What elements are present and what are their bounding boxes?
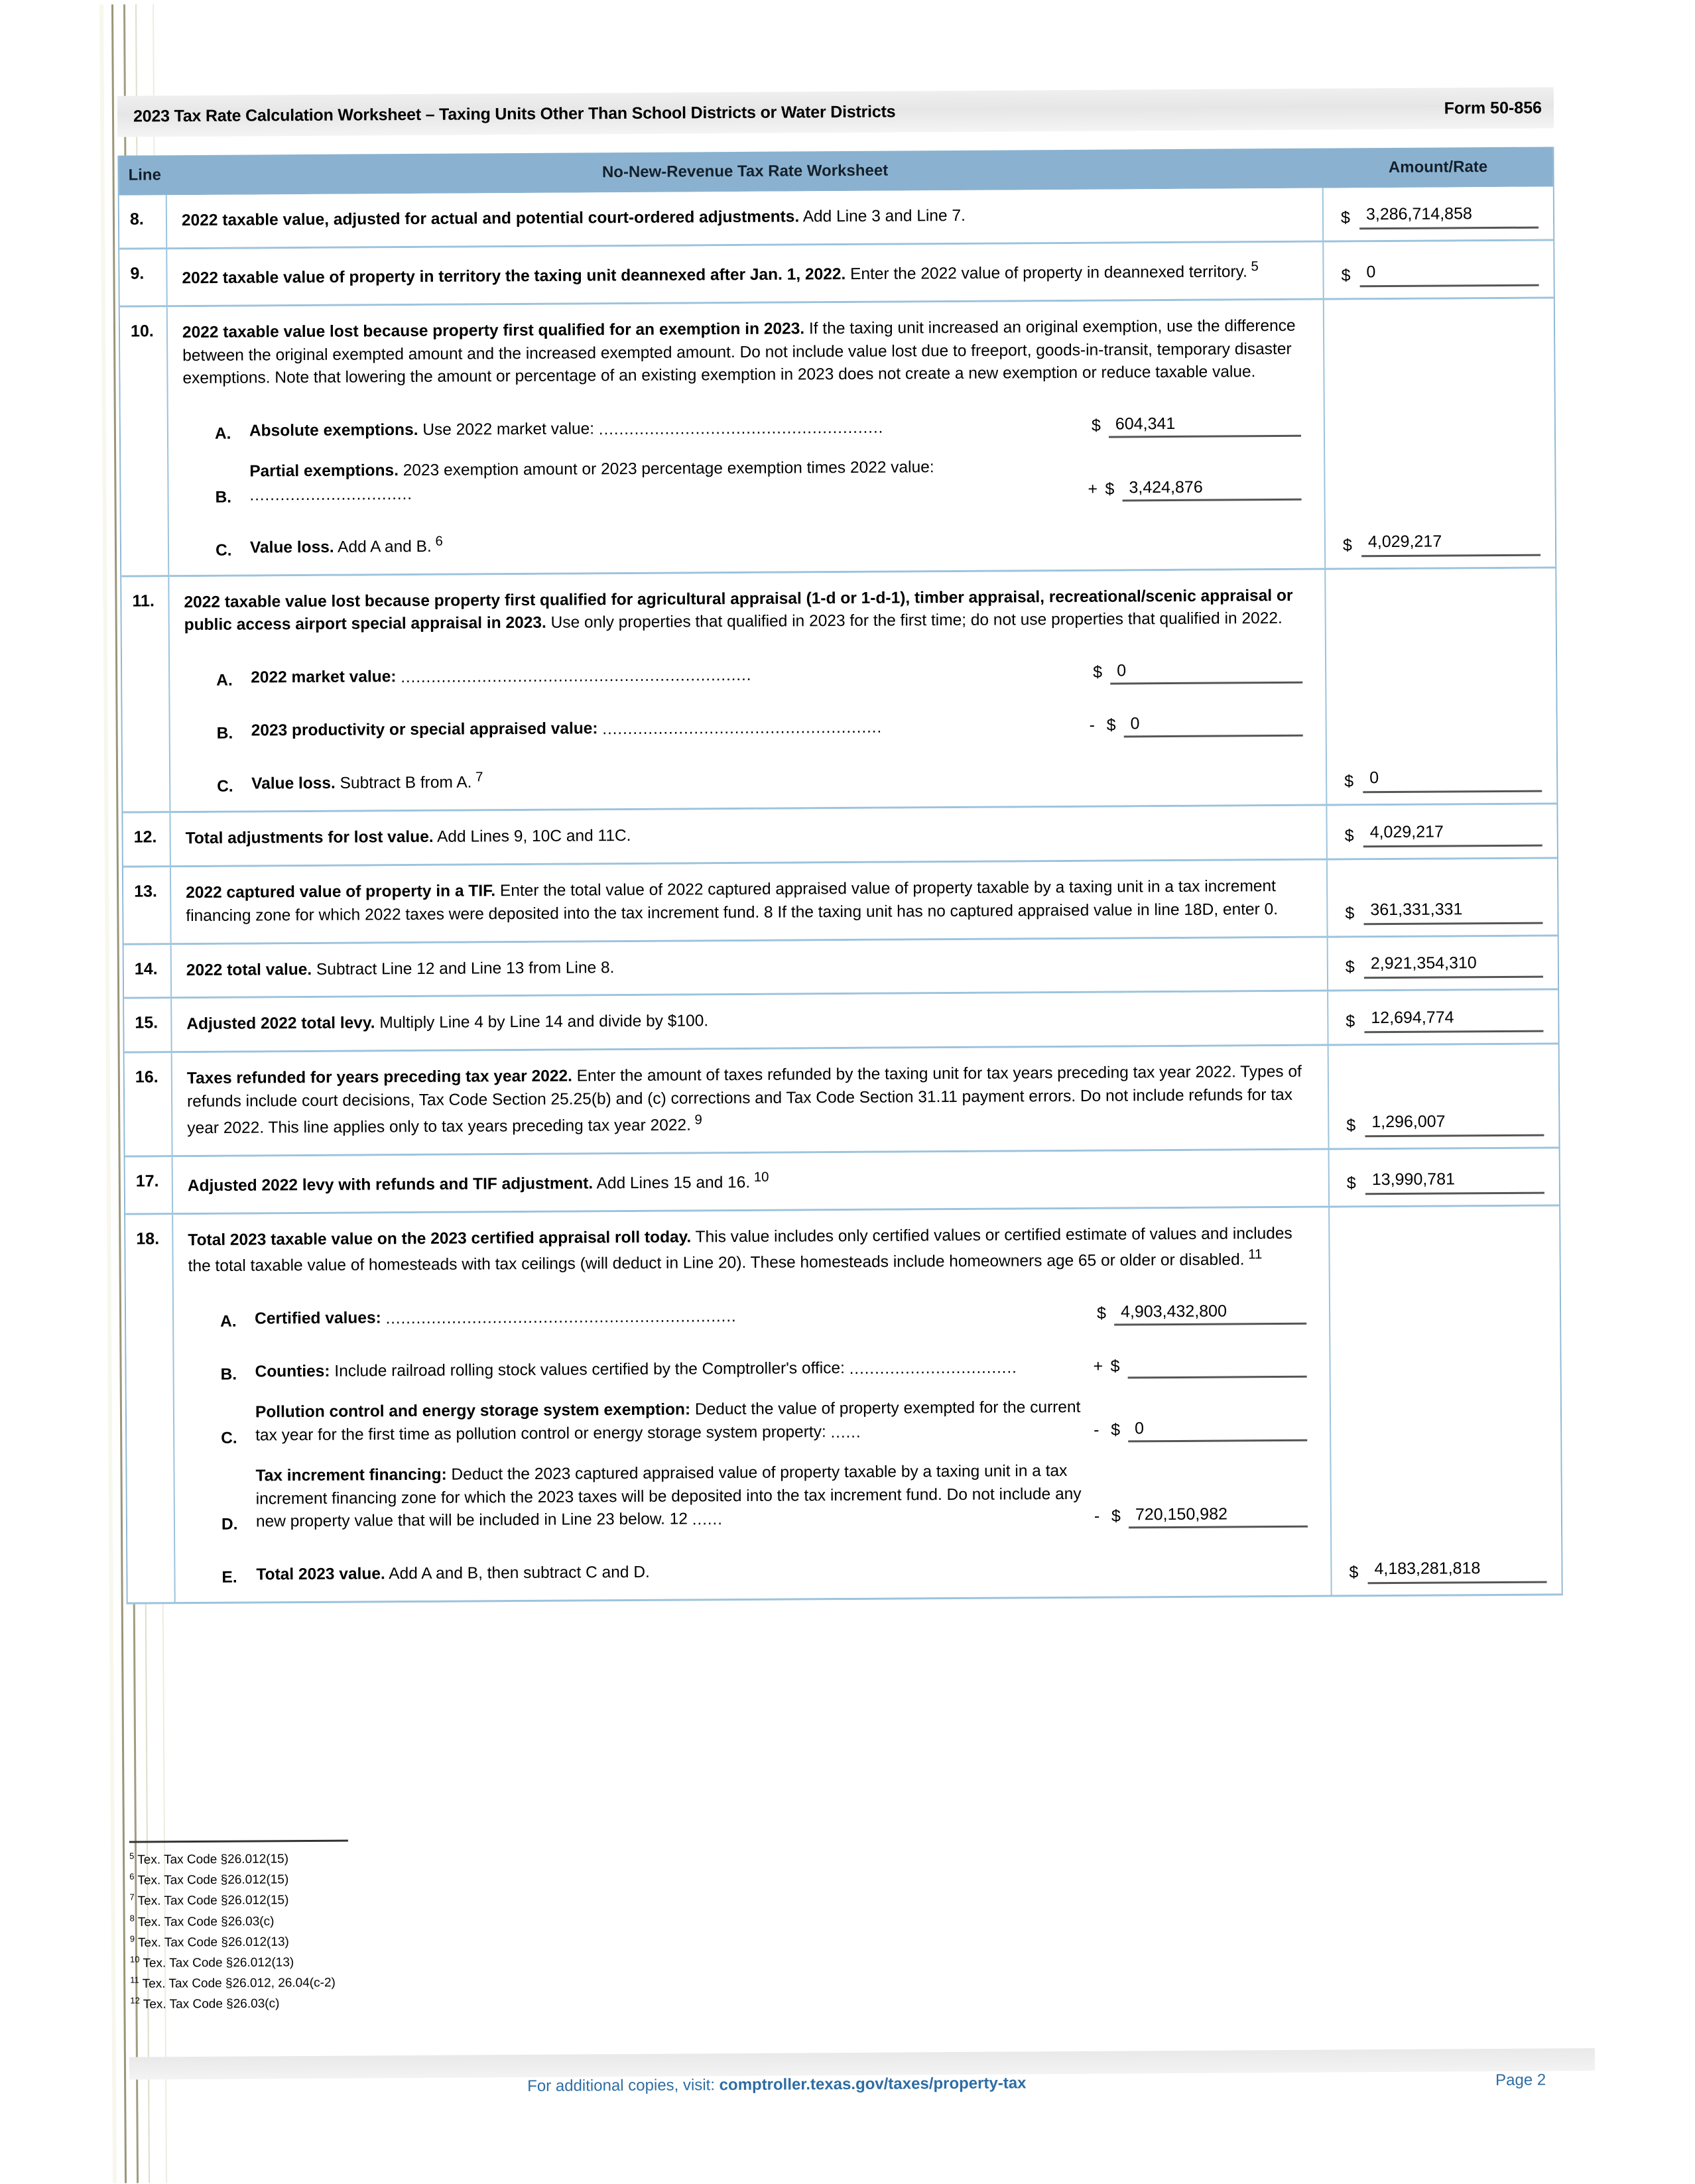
footnote-marker: 6: [129, 1871, 135, 1882]
amount-value: 4,903,432,800: [1120, 1302, 1227, 1321]
sub-item-text: [255, 1460, 1088, 1534]
footnote-marker: 11: [1244, 1247, 1263, 1262]
footnote-marker: 11: [130, 1974, 139, 1985]
amount-value: 720,150,982: [1135, 1504, 1228, 1524]
sub-item-label-bold: Absolute exemptions.: [249, 421, 418, 440]
line-description: [173, 1207, 1332, 1602]
line-number: 14.: [124, 945, 172, 997]
amount-field[interactable]: [1346, 949, 1543, 979]
sub-item: [190, 1545, 1313, 1587]
line-number: 8.: [119, 195, 167, 247]
line-number: 18.: [125, 1215, 176, 1603]
sub-item-amount-spacer: [1088, 517, 1307, 554]
amount-field[interactable]: [1347, 1165, 1544, 1195]
dollar-sign: $: [1344, 826, 1354, 845]
amount-value: 0: [1130, 714, 1140, 733]
amount-underline: [1359, 257, 1538, 287]
footnote-marker: 7: [129, 1892, 135, 1903]
page-top-shadow: [0, 0, 1688, 23]
line-description: [168, 300, 1326, 575]
line-number: 13.: [123, 867, 172, 943]
leader-dots: ......: [830, 1423, 861, 1441]
leader-dots: ................................: [249, 485, 412, 505]
dollar-sign: $: [1106, 715, 1116, 735]
sub-item-amount-field[interactable]: [1093, 1289, 1312, 1326]
footnote-item: $^5$ Tex. Tax Code §26.012(15): [129, 1850, 289, 1867]
amount-field[interactable]: [1344, 764, 1542, 794]
sub-item: [183, 454, 1306, 507]
line-label-bold: Taxes refunded for years preceding tax year 2022.: [186, 1067, 572, 1088]
footnote-marker: 5: [1247, 259, 1259, 274]
sub-item-paragraph: Tax increment financing: Deduct the 2023 captured appraised value of property taxable by a taxing unit in a tax increment financing zone for which the 2023 taxes will be deposited into the tax increment fund. Do not include any new property value that will be included in Line 23 below. 12 ......: [255, 1461, 1082, 1531]
sub-item-paragraph: Value loss. Subtract B from A. $^7$: [251, 770, 483, 793]
dollar-sign: $: [1093, 662, 1103, 682]
dollar-sign: $: [1344, 772, 1354, 791]
line-label-bold: Total adjustments for lost value.: [185, 827, 434, 848]
sub-item-label-bold: Certified values:: [255, 1309, 381, 1328]
sign-symbol: +: [1088, 479, 1098, 499]
sign-symbol: -: [1089, 715, 1096, 735]
sub-item-letter: B.: [215, 488, 232, 507]
amount-underline: [1364, 1004, 1543, 1034]
line-number: 11.: [121, 577, 170, 812]
sign-symbol: -: [1094, 1420, 1099, 1439]
footnote-marker: 12: [130, 1995, 140, 2006]
amount-underline: [1363, 764, 1542, 794]
line-label-bold: 2022 total value.: [186, 960, 312, 979]
sub-item: [188, 1342, 1312, 1384]
sub-item-amount-field[interactable]: [1088, 464, 1306, 501]
line-description: [167, 242, 1324, 305]
amount-underline: [1127, 1345, 1306, 1379]
sub-item-amount-field[interactable]: [1094, 1492, 1313, 1529]
footnote-marker: 6: [431, 534, 443, 549]
amount-underline: [1359, 200, 1538, 229]
amount-field[interactable]: [1345, 818, 1542, 848]
footnote-marker: 8: [129, 1913, 135, 1923]
amount-underline: [1367, 1555, 1546, 1585]
sub-item-letter: B.: [216, 724, 233, 743]
table-row: [123, 805, 1556, 868]
line-amount-cell: [1330, 1206, 1562, 1595]
amount-value: 4,029,217: [1367, 532, 1442, 551]
table-row: [125, 1045, 1559, 1158]
leader-dots: ........................................................: [598, 418, 884, 439]
sub-item-letter: A.: [220, 1312, 237, 1331]
sub-item: [184, 517, 1307, 560]
footnotes-block: [129, 1837, 727, 2015]
sub-item-text: [249, 415, 1081, 443]
leader-dots: .......................................................: [602, 718, 883, 739]
sub-item: [185, 754, 1308, 796]
line-amount-cell: [1324, 298, 1555, 568]
line-description: [173, 1150, 1330, 1213]
line-number: 15.: [124, 999, 172, 1052]
amount-value: 0: [1366, 262, 1376, 281]
sub-item-letter: A.: [214, 424, 231, 443]
sub-item-text: [251, 662, 1082, 690]
sign-symbol: +: [1093, 1357, 1103, 1376]
amount-value: 1,296,007: [1371, 1112, 1446, 1131]
sub-item-label-bold: 2022 market value:: [251, 668, 397, 687]
sub-item: [184, 648, 1308, 690]
footnote-item: $^{10}$ Tex. Tax Code §26.012(13): [129, 1954, 294, 1971]
dollar-sign: $: [1340, 208, 1350, 227]
sub-item-letter: C.: [215, 541, 232, 560]
footnote-marker: 9: [129, 1933, 135, 1944]
line-description: [172, 938, 1328, 997]
sub-item: [189, 1395, 1312, 1448]
sub-item-letter: E.: [221, 1568, 237, 1587]
amount-value: 0: [1369, 768, 1379, 788]
line-description: [172, 992, 1328, 1051]
line-amount-cell: [1330, 1148, 1560, 1205]
amount-value: 0: [1117, 661, 1127, 680]
amount-underline: [1110, 651, 1302, 685]
line-text: Total adjustments for lost value. Add Lines 9, 10C and 11C.: [185, 827, 631, 848]
line-label-bold: Total 2023 taxable value on the 2023 certified appraisal roll today.: [188, 1227, 692, 1249]
table-row: [124, 936, 1558, 999]
amount-value: 361,331,331: [1370, 899, 1463, 919]
amount-value: 0: [1135, 1419, 1145, 1438]
footnote-separator-rule: [129, 1840, 348, 1843]
dollar-sign: $: [1345, 903, 1355, 922]
line-amount-cell: [1324, 241, 1554, 298]
table-row: [120, 298, 1555, 577]
column-header-line: Line: [128, 166, 161, 184]
sub-item-amount-field[interactable]: [1089, 701, 1308, 738]
dollar-sign: $: [1346, 1012, 1355, 1031]
footnote-marker: 10: [129, 1954, 140, 1965]
sub-item-text: [251, 715, 1083, 743]
sub-item-letter: D.: [221, 1515, 238, 1534]
form-number: Form 50-856: [1444, 98, 1542, 117]
line-amount-cell: [1324, 186, 1553, 240]
line-label-bold: 2022 taxable value lost because property first qualified for agricultural appraisal (1-d or 1-d-1), timber appraisal, recreational/scenic appraisal or public access airport special appraisal in 2023.: [184, 586, 1293, 635]
line-amount-cell: [1326, 568, 1556, 804]
amount-field[interactable]: [1341, 200, 1538, 229]
line-amount-cell: [1328, 936, 1558, 990]
line-number: 10.: [120, 307, 169, 575]
sub-item-paragraph: Counties: Include railroad rolling stock values certified by the Comptroller's office: .................................: [255, 1356, 1086, 1384]
sub-item-label-bold: Value loss.: [251, 774, 336, 793]
footnote-item: $^6$ Tex. Tax Code §26.012(15): [129, 1871, 289, 1888]
amount-underline: [1365, 1165, 1544, 1195]
line-text: 2022 taxable value lost because property first qualified for agricultural appraisal (1-d or 1-d-1), timber appraisal, recreational/scenic appraisal or public access airport special appraisal in 2023. Use only properties that qualified in 2023 for the first time; do not use properties that qualified in 2022.: [184, 586, 1293, 635]
sub-item-amount-field[interactable]: [1089, 648, 1308, 685]
sub-item-label-bold: Pollution control and energy storage system exemption:: [255, 1400, 691, 1422]
sub-item-amount-field[interactable]: [1088, 401, 1306, 438]
sub-item-label-bold: Counties:: [255, 1363, 330, 1381]
sub-item-text: [255, 1303, 1086, 1331]
sub-item: [183, 401, 1306, 444]
line-text: 2022 taxable value, adjusted for actual and potential court-ordered adjustments. Add Line 3 and Line 7.: [181, 206, 966, 230]
dollar-sign: $: [1345, 957, 1355, 977]
line-number: 9.: [119, 249, 168, 305]
sub-item-label-bold: Tax increment financing:: [255, 1465, 447, 1485]
amount-underline: [1363, 895, 1542, 925]
line-amount-cell: [1328, 859, 1558, 936]
line-description: [169, 570, 1327, 811]
sub-item-letter: A.: [216, 671, 233, 690]
amount-value: 4,029,217: [1369, 822, 1444, 842]
dollar-sign: $: [1110, 1357, 1120, 1376]
line-number: 16.: [125, 1053, 173, 1155]
line-text: 2022 total value. Subtract Line 12 and Line 13 from Line 8.: [186, 958, 615, 979]
leader-dots: ......: [692, 1510, 723, 1529]
line-text: Adjusted 2022 total levy. Multiply Line 4 by Line 14 and divide by $100.: [186, 1012, 709, 1034]
footnote-marker: 10: [750, 1170, 769, 1185]
amount-underline: [1128, 1409, 1307, 1443]
leader-dots: .....................................................................: [385, 1307, 737, 1328]
amount-value: 2,921,354,310: [1370, 953, 1477, 973]
line-label-bold: 2022 taxable value lost because property first qualified for an exemption in 2023.: [182, 320, 805, 341]
amount-value: 12,694,774: [1371, 1008, 1454, 1028]
footnote-item: $^{12}$ Tex. Tax Code §26.03(c): [130, 1995, 280, 2012]
table-row: [125, 1206, 1562, 1605]
amount-value: 13,990,781: [1371, 1169, 1456, 1189]
amount-underline: [1364, 949, 1543, 979]
amount-value: 4,183,281,818: [1374, 1559, 1481, 1579]
dollar-sign: $: [1111, 1506, 1121, 1526]
line-number: 17.: [125, 1157, 174, 1213]
leader-dots: .................................: [849, 1359, 1017, 1378]
sub-item: [189, 1459, 1313, 1535]
footer-copies-text: [527, 2074, 1026, 2096]
amount-underline: [1361, 527, 1540, 557]
amount-field[interactable]: [1345, 895, 1542, 925]
sub-item-label-bold: 2023 productivity or special appraised value:: [251, 719, 598, 740]
dollar-sign: $: [1105, 479, 1115, 499]
line-text: 2022 captured value of property in a TIF. Enter the total value of 2022 captured appraised value of property taxable by a taxing unit in a tax increment financing zone for which 2022 taxes were deposited into the tax increment fund. 8 If the taxing unit has no captured appraised value in line 18D, enter 0.: [186, 877, 1279, 925]
line-text: Adjusted 2022 levy with refunds and TIF adjustment. Add Lines 15 and 16. $^{10}$: [187, 1170, 769, 1195]
line-label-bold: Adjusted 2022 levy with refunds and TIF adjustment.: [187, 1174, 594, 1195]
line-amount-cell: [1329, 1045, 1559, 1148]
sub-item-paragraph: Value loss. Add A and B. $^6$: [249, 534, 443, 557]
sub-item-label-bold: Value loss.: [249, 538, 334, 557]
sub-item-paragraph: [251, 715, 1083, 743]
sub-item: [184, 701, 1308, 743]
dollar-sign: $: [1096, 1304, 1107, 1323]
dollar-sign: $: [1346, 1173, 1356, 1192]
dollar-sign: $: [1341, 266, 1351, 285]
page-number: Page 2: [1495, 2071, 1546, 2090]
amount-field[interactable]: [1343, 527, 1540, 557]
line-description: [172, 1046, 1330, 1155]
line-amount-cell: [1328, 991, 1558, 1044]
line-label-bold: Adjusted 2022 total levy.: [186, 1014, 375, 1034]
footnote-item: $^9$ Tex. Tax Code §26.012(13): [129, 1933, 289, 1950]
sub-item-label-bold: Partial exemptions.: [249, 461, 399, 481]
sub-item-text: [255, 1356, 1086, 1384]
table-row: [121, 568, 1556, 814]
amount-value: 3,424,876: [1129, 477, 1203, 497]
line-description: [167, 188, 1324, 247]
dollar-sign: $: [1111, 1420, 1121, 1439]
sub-item-paragraph: Absolute exemptions. Use 2022 market value: ........................................................: [249, 415, 1081, 443]
line-amount-cell: [1327, 805, 1556, 859]
column-header-description: No-New-Revenue Tax Rate Worksheet: [601, 161, 889, 182]
amount-field[interactable]: [1341, 257, 1538, 287]
leader-dots: .....................................................................: [401, 666, 752, 687]
sub-item-label-bold: Total 2023 value.: [256, 1565, 385, 1584]
footnote-item: $^7$ Tex. Tax Code §26.012(15): [129, 1892, 289, 1909]
amount-field[interactable]: [1349, 1555, 1546, 1585]
footnote-item: $^{11}$ Tex. Tax Code §26.012, 26.04(c-2): [130, 1974, 336, 1992]
sub-item-text: [255, 1396, 1087, 1447]
table-row: [124, 991, 1558, 1054]
dollar-sign: $: [1091, 416, 1101, 435]
sub-item-paragraph: Total 2023 value. Add A and B, then subtract C and D.: [256, 1563, 650, 1584]
sub-item-text: [249, 455, 1081, 507]
sub-item-letter: B.: [220, 1365, 237, 1384]
line-label-bold: 2022 captured value of property in a TIF.: [186, 882, 496, 902]
footnote-marker: 9: [690, 1112, 702, 1128]
sub-item-amount-spacer: [1090, 754, 1308, 791]
amount-value: 604,341: [1115, 414, 1176, 434]
sub-item-text: [256, 1559, 1088, 1587]
table-row: [119, 186, 1553, 249]
table-row: [125, 1148, 1559, 1215]
dollar-sign: $: [1349, 1563, 1359, 1582]
page-title: 2023 Tax Rate Calculation Worksheet – Taxing Units Other Than School Districts or Water Districts: [133, 102, 896, 126]
line-label-bold: 2022 taxable value, adjusted for actual and potential court-ordered adjustments.: [181, 208, 800, 230]
footnote-marker: 7: [471, 770, 483, 785]
footnote-marker: 5: [129, 1850, 135, 1861]
line-label-bold: 2022 taxable value of property in territory the taxing unit deannexed after Jan. 1, 2022.: [182, 265, 846, 288]
sub-item-paragraph: [251, 662, 1082, 690]
amount-underline: [1123, 704, 1302, 738]
dollar-sign: $: [1342, 535, 1352, 555]
table-row: [123, 859, 1558, 945]
sub-item-text: [250, 528, 1082, 560]
sub-item-amount-field[interactable]: [1093, 1342, 1312, 1379]
dollar-sign: $: [1346, 1115, 1356, 1134]
amount-value: 3,286,714,858: [1365, 204, 1472, 223]
footer-url-link[interactable]: comptroller.texas.gov/taxes/property-tax: [719, 2074, 1027, 2094]
line-text: Taxes refunded for years preceding tax year 2022. Enter the amount of taxes refunded by the taxing unit for tax years preceding tax year 2022. Types of refunds include court decisions, Tax Code Section 25.25(b) and (c) corrections and Tax Code Section 31.11 payment errors. Do not include refunds for tax year 2022. This line applies only to tax years preceding tax year 2022. $^9$: [186, 1062, 1302, 1137]
sub-item-letter: C.: [221, 1429, 237, 1447]
line-description: [170, 806, 1327, 865]
sub-item-letter: C.: [217, 777, 233, 796]
footnote-item: $^8$ Tex. Tax Code §26.03(c): [129, 1913, 275, 1929]
amount-field[interactable]: [1346, 1107, 1544, 1137]
line-text: 2022 taxable value of property in territory the taxing unit deannexed after Jan. 1, 2022. Enter the 2022 value of property in deannexed territory. $^5$: [182, 259, 1259, 288]
sub-item: [188, 1289, 1312, 1331]
sub-item-paragraph: Pollution control and energy storage system exemption: Deduct the value of property exempted for the current tax year for the first time as pollution control or energy storage system property: ......: [255, 1398, 1081, 1445]
amount-underline: [1365, 1107, 1544, 1137]
line-text: 2022 taxable value lost because property first qualified for an exemption in 2023. If the taxing unit increased an original exemption, use the difference between the original exempted amount and the increased exempted amount. Do not include value lost due to freeport, goods-in-transit, temporary disaster exemptions. Note that lowering the amount or percentage of an existing exemption in 2023 does not create a new exemption or reduce taxable value.: [182, 316, 1296, 388]
line-description: [171, 861, 1328, 943]
sub-item-paragraph: [255, 1303, 1086, 1331]
sub-item-amount-field[interactable]: [1094, 1406, 1312, 1443]
sub-item-text: [251, 764, 1083, 796]
sign-symbol: -: [1094, 1506, 1100, 1526]
worksheet-table: [117, 147, 1562, 1604]
line-text: Total 2023 taxable value on the 2023 certified appraisal roll today. This value includes only certified values or certified estimate of values and includes the total taxable value of homesteads with tax ceilings (will deduct in Line 20). These homesteads include homeowners age 65 or older or disabled. $^{11}$: [188, 1224, 1292, 1276]
sub-item-amount-spacer: [1094, 1545, 1313, 1582]
sub-item-paragraph: Partial exemptions. 2023 exemption amount or 2023 percentage exemption times 2022 value: ................................: [249, 455, 1081, 507]
line-number: 12.: [123, 813, 170, 865]
footer-prefix: For additional copies, visit:: [527, 2076, 720, 2095]
table-row: [119, 241, 1553, 307]
amount-field[interactable]: [1346, 1004, 1543, 1034]
column-header-amount: Amount/Rate: [1388, 158, 1488, 176]
amount-underline: [1363, 818, 1542, 848]
